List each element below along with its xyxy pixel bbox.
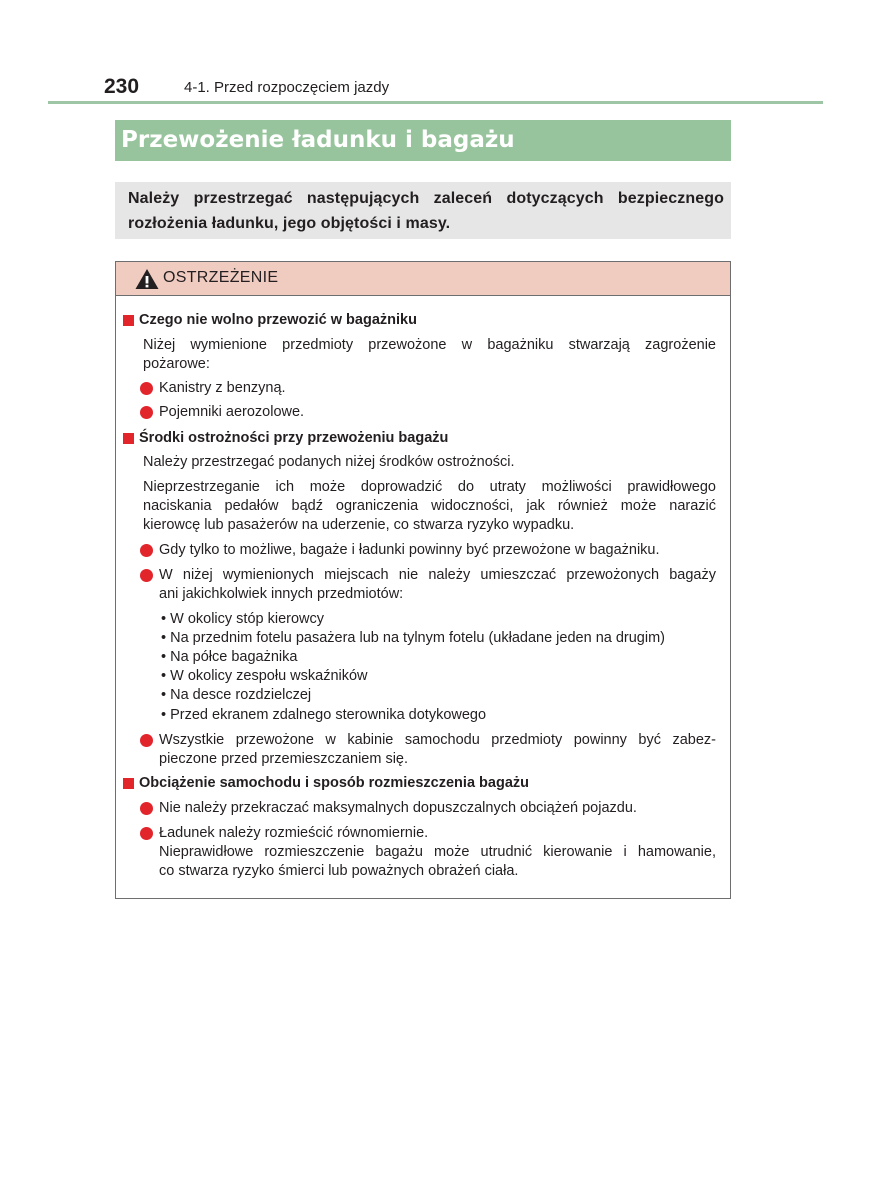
sub-item: • W okolicy stóp kierowcy: [161, 611, 325, 627]
paragraph-line: Nieprzestrzeganie ich może doprowadzić do utraty możliwości prawidłowego: [143, 479, 716, 495]
warning-header: [116, 262, 730, 296]
paragraph-line: pożarowe:: [143, 356, 210, 372]
bullet-line: Pojemniki aerozolowe.: [159, 404, 305, 420]
sub-item: • W okolicy zespołu wskaźników: [161, 668, 368, 684]
bullet-dot: [140, 382, 153, 395]
bullet-line: W niżej wymienionych miejscach nie należy umieszczać przewożonych bagaży: [159, 567, 716, 583]
title-bar: [115, 120, 731, 161]
sub-item: • Na przednim fotelu pasażera lub na tylnym fotelu (układane jeden na drugim): [161, 630, 665, 646]
page-header: [104, 74, 824, 100]
bullet-dot: [140, 569, 153, 582]
paragraph-line: Niżej wymienione przedmioty przewożone w bagażniku stwarzają zagrożenie: [143, 337, 716, 353]
sub-item: • Przed ekranem zdalnego sterownika dotykowego: [161, 707, 487, 723]
bullet-line: Nieprawidłowe rozmieszczenie bagażu może utrudnić kierowanie i hamowanie,: [159, 844, 716, 860]
bullet-line: Kanistry z benzyną.: [159, 380, 286, 396]
bullet-dot: [140, 827, 153, 840]
bullet-dot: [140, 544, 153, 557]
warning-label: OSTRZEŻENIE: [163, 269, 279, 286]
bullet-dot: [140, 802, 153, 815]
paragraph-line: Należy przestrzegać podanych niżej środków ostrożności.: [143, 454, 515, 470]
bullet-line: co stwarza ryzyko śmierci lub poważnych obrażeń ciała.: [159, 863, 519, 879]
paragraph-line: kierowcę lub pasażerów na uderzenie, co stwarza ryzyko wypadku.: [143, 517, 575, 533]
warning-triangle-icon: [135, 268, 159, 290]
bullet-line: pieczone przed przemieszczaniem się.: [159, 751, 409, 767]
bullet-dot: [140, 406, 153, 419]
section-heading: Czego nie wolno przewozić w bagażniku: [139, 312, 417, 328]
bullet-line: Ładunek należy rozmieścić równomiernie.: [159, 825, 429, 841]
section-marker: [123, 433, 134, 444]
bullet-line: Gdy tylko to możliwe, bagaże i ładunki powinny być przewożone w bagażniku.: [159, 542, 660, 558]
section-marker: [123, 315, 134, 326]
page-number: 230: [104, 75, 140, 98]
intro-text: [128, 186, 724, 236]
bullet-line: ani jakichkolwiek innych przedmiotów:: [159, 586, 404, 602]
intro-line: rozłożenia ładunku, jego objętości i masy.: [128, 215, 451, 232]
sub-item: • Na półce bagażnika: [161, 649, 298, 665]
section-name: 4-1. Przed rozpoczęciem jazdy: [184, 79, 390, 96]
page-title: Przewożenie ładunku i bagażu: [121, 127, 515, 153]
sub-item: • Na desce rozdzielczej: [161, 687, 312, 703]
intro-box: [115, 182, 731, 239]
bullet-dot: [140, 734, 153, 747]
section-heading: Środki ostrożności przy przewożeniu bagażu: [139, 430, 449, 446]
warning-box: [115, 261, 731, 899]
header-rule: [48, 101, 823, 104]
paragraph-line: naciskania pedałów bądź ograniczenia widoczności, jak również może narazić: [143, 498, 716, 514]
bullet-line: Nie należy przekraczać maksymalnych dopuszczalnych obciążeń pojazdu.: [159, 800, 637, 816]
section-heading: Obciążenie samochodu i sposób rozmieszczenia bagażu: [139, 775, 529, 791]
intro-line: Należy przestrzegać następujących zaleceń dotyczących bezpiecznego: [128, 190, 724, 207]
bullet-line: Wszystkie przewożone w kabinie samochodu przedmioty powinny być zabez-: [159, 732, 716, 748]
section-marker: [123, 778, 134, 789]
